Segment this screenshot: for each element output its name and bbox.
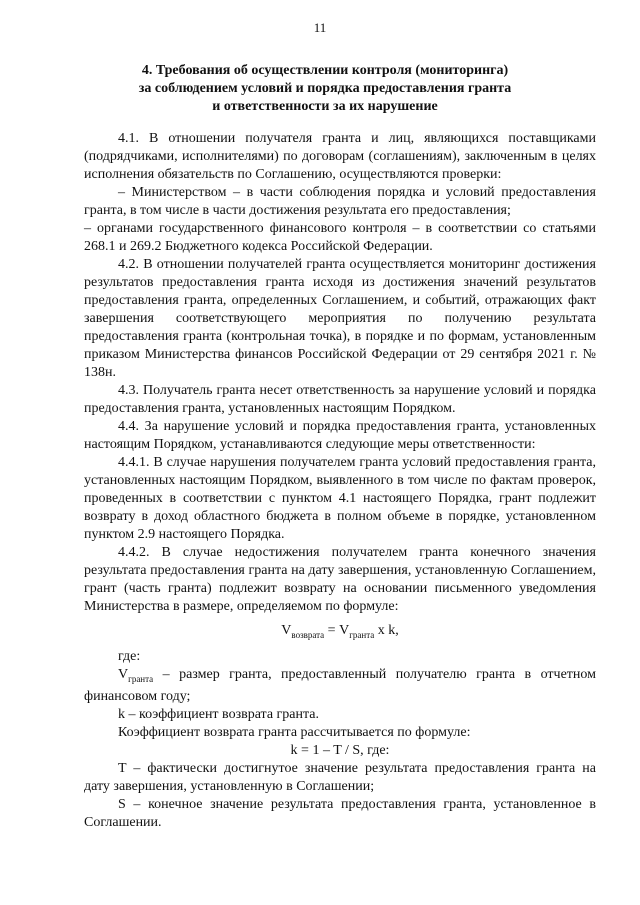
paragraph-4-4-1: 4.4.1. В случае нарушения получателем гранта условий предоставления гранта, установленных настоящим Порядком, выявленного в том числе по фактам проверок, проведенных в соответствии с пунктом 4.1 настоящего Порядка, грант подлежит возврату в доход областного бюджета в полном объеме в порядке, установленном пунктом 2.9 настоящего Порядка. [84,455,596,542]
document-body [84,130,596,832]
t-definition: T – фактически достигнутое значение результата предоставления гранта на дату завершения, установленную в Соглашении; [84,760,596,794]
paragraph-4-4: 4.4. За нарушение условий и порядка предоставления гранта, установленных настоящим Порядком, устанавливаются следующие меры ответственности: [84,419,596,452]
paragraph-ministry-check: – Министерством – в части соблюдения порядка и условий предоставления гранта, в том числе в части достижения результата его предоставления; [84,185,596,218]
heading-line-1: 4. Требования об осуществлении контроля (мониторинга) [141,63,509,78]
paragraph-financial-control: – органами государственного финансового контроля – в соответствии со статьями 268.1 и 269.2 Бюджетного кодекса Российской Федерации. [84,221,596,254]
paragraph-4-3: 4.3. Получатель гранта несет ответственность за нарушение условий и порядка предоставления гранта, установленных настоящим Порядком. [84,383,596,416]
paragraph-4-2: 4.2. В отношении получателей гранта осуществляется мониторинг достижения результатов предоставления гранта исходя из достижения значений результатов предоставления гранта, определенных Соглашением, и событий, отражающих факт завершения соответствующего мероприятия по получению результата предоставления гранта (контрольная точка), в порядке и по формам, установленным приказом Министерства финансов Российской Федерации от 29 сентября 2021 г. № 138н. [84,257,596,380]
coefficient-formula: k = 1 – T / S, где: [290,742,390,758]
heading-line-3: и ответственности за их нарушение [212,99,438,114]
s-definition: S – конечное значение результата предоставления гранта, установленное в Соглашении. [84,796,596,830]
section-heading [95,62,555,116]
heading-line-2: за соблюдением условий и порядка предоставления гранта [138,81,512,96]
paragraph-4-1: 4.1. В отношении получателя гранта и лиц, являющихся поставщиками (подрядчиками, исполнителями) по договорам (соглашениям), заключенным в целях исполнения обязательств по Соглашению, осуществляются проверки: [84,131,596,182]
coefficient-text: Коэффициент возврата гранта рассчитывается по формуле: [118,724,471,740]
v-granta-definition: $V_{гранта}$ – размер гранта, предоставленный получателю гранта в отчетном финансовом году; [84,666,596,704]
k-definition: k – коэффициент возврата гранта. [118,706,320,722]
paragraph-4-4-2: 4.4.2. В случае недостижения получателем гранта конечного значения результата предоставления гранта на дату завершения, установленную Соглашением, грант (часть гранта) подлежит возврату на основании письменного уведомления Министерства в размере, определяемом по формуле: [84,545,596,614]
page-number: 11 [313,20,327,35]
where-label: где: [118,648,141,664]
refund-formula: $V_{возврата} = V_{гранта}$ x k, [281,623,399,640]
